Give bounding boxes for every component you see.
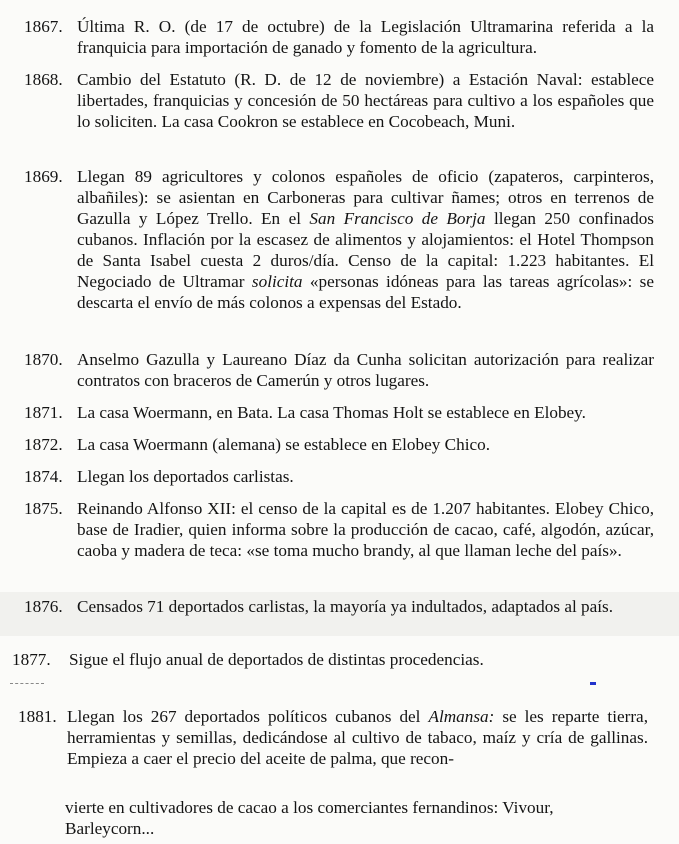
entry-text: La casa Woermann (alemana) se establece en Elobey Chico. — [77, 435, 490, 454]
entry-year: 1875. — [24, 499, 63, 518]
timeline-entry-1872 — [24, 434, 654, 455]
timeline-entry-1876 — [24, 596, 654, 617]
entry-text-part: llegan 250 confinados cubanos. Inflación por la escasez de alimentos y alojamientos: el Hotel Thompson de Santa Isabel cuesta 2 duros/día. Censo de la capital: 1.223 habitantes. El Negociado de Ultramar — [77, 209, 654, 291]
timeline-entry-1881 — [18, 706, 648, 838]
timeline-entry-1869 — [24, 166, 654, 313]
entry-year: 1876. — [24, 597, 63, 616]
entry-text — [77, 166, 654, 313]
entry-text — [67, 706, 648, 769]
timeline-entry-1875 — [24, 498, 654, 561]
timeline-entry-1874 — [24, 466, 654, 487]
timeline-entry-1870 — [24, 349, 654, 391]
timeline-entry-1877 — [12, 649, 642, 670]
dashed-separator — [10, 683, 44, 684]
blue-ink-mark — [590, 682, 596, 685]
entry-text-part: Llegan los 267 deportados políticos cubanos del — [67, 707, 429, 726]
entry-text-part: Llegan 89 agricultores y colonos españoles de oficio (zapateros, carpinteros, albañiles): se asientan en Carboneras para cultivar ñames; otros en terrenos de Gazulla y López Trello. En el — [77, 167, 654, 228]
entry-year: 1872. — [24, 435, 63, 454]
entry-year: 1867. — [24, 17, 63, 36]
timeline-entry-1867 — [24, 16, 654, 58]
entry-year: 1870. — [24, 350, 63, 369]
entry-year: 1874. — [24, 467, 63, 486]
ship-name: San Francisco de Borja — [309, 209, 486, 228]
entry-year: 1877. — [12, 650, 51, 669]
entry-text-continuation: vierte en cultivadores de cacao a los comerciantes fernandinos: Vivour, — [65, 798, 554, 817]
timeline-entry-1871 — [24, 402, 654, 423]
timeline-entry-1868 — [24, 69, 654, 132]
entry-text-part: se les reparte tierra, herramientas y semillas, dedicándose al cultivo de tabaco, maíz y cría de gallinas. Empieza a caer el precio del aceite de palma, que recon- — [67, 707, 648, 768]
entry-text-part: «personas idóneas para las tareas agrícolas»: se descarta el envío de más colonos a expensas del Estado. — [77, 272, 654, 312]
entry-text: Cambio del Estatuto (R. D. de 12 de noviembre) a Estación Naval: establece libertades, franquicias y concesión de 50 hectáreas para cultivo a los españoles que lo soliciten. La casa Cookron se establece en Cocobeach, Muni. — [77, 70, 654, 131]
entry-text: Sigue el flujo anual de deportados de distintas procedencias. — [69, 650, 484, 669]
entry-year: 1868. — [24, 70, 63, 89]
entry-text: Última R. O. (de 17 de octubre) de la Legislación Ultramarina referida a la franquicia para importación de ganado y fomento de la agricultura. — [77, 17, 654, 57]
emphasis-word: solicita — [251, 272, 303, 291]
entry-year: 1869. — [24, 167, 63, 186]
entry-text: La casa Woermann, en Bata. La casa Thomas Holt se establece en Elobey. — [77, 403, 586, 422]
entry-year: 1871. — [24, 403, 63, 422]
entry-text: Reinando Alfonso XII: el censo de la capital es de 1.207 habitantes. Elobey Chico, base de Iradier, quien informa sobre la producción de cacao, café, algodón, azúcar, caoba y madera de teca: «se toma mucho brandy, al que llaman leche del país». — [77, 499, 654, 560]
entry-text: Llegan los deportados carlistas. — [77, 467, 294, 486]
ship-name: Almansa: — [428, 707, 495, 726]
entry-text-continuation: Barleycorn... — [65, 819, 155, 838]
entry-text: Anselmo Gazulla y Laureano Díaz da Cunha solicitan autorización para realizar contratos con braceros de Camerún y otros lugares. — [77, 350, 654, 390]
entry-year: 1881. — [18, 707, 57, 726]
entry-text: Censados 71 deportados carlistas, la mayoría ya indultados, adaptados al país. — [77, 597, 614, 616]
